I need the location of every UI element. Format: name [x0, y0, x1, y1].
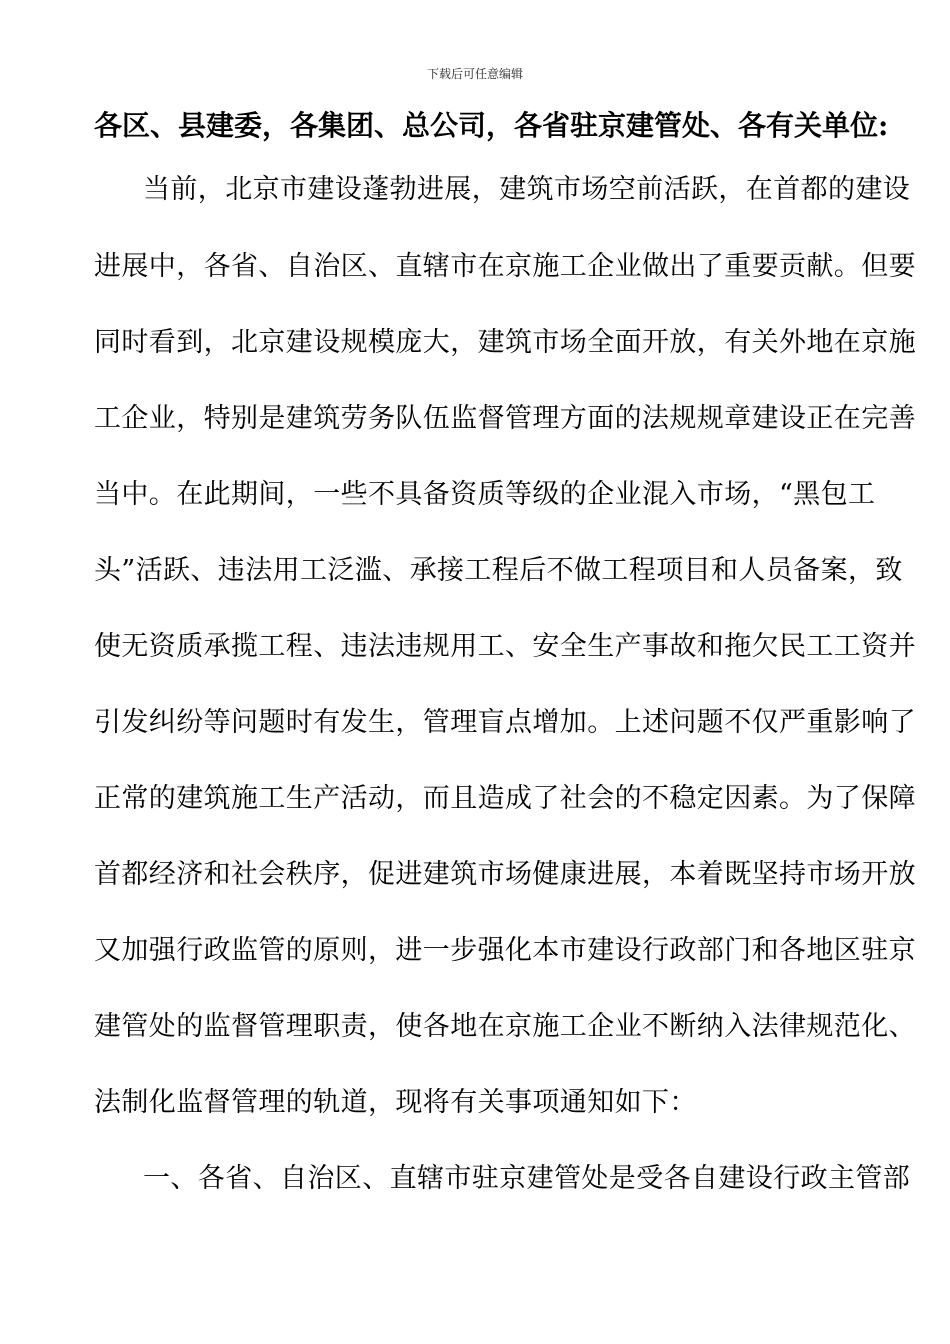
paragraph-line-1: 当前，北京市建设蓬勃进展，建筑市场空前活跃，在首都的建设: [143, 174, 911, 205]
paragraph-line-3: 同时看到，北京建设规模庞大，建筑市场全面开放，有关外地在京施: [94, 327, 916, 358]
paragraph-line-11: 又加强行政监管的原则，进一步强化本市建设行政部门和各地区驻京: [94, 935, 916, 966]
paragraph-line-5: 当中。在此期间，一些不具备资质等级的企业混入市场，“黑包工: [94, 479, 876, 510]
paragraph-line-2: 进展中，各省、自治区、直辖市在京施工企业做出了重要贡献。但要: [94, 251, 916, 282]
paragraph-line-8: 引发纠纷等问题时有发生，管理盲点增加。上述问题不仅严重影响了: [94, 707, 916, 738]
paragraph-line-14: 一、各省、自治区、直辖市驻京建管处是受各自建设行政主管部: [143, 1163, 911, 1194]
header-note: 下载后可任意编辑: [426, 67, 523, 81]
salutation: 各区、县建委，各集团、总公司，各省驻京建管处、各有关单位:: [94, 109, 889, 142]
paragraph-line-7: 使无资质承揽工程、违法违规用工、安全生产事故和拖欠民工工资并: [94, 631, 916, 662]
paragraph-line-9: 正常的建筑施工生产活动，而且造成了社会的不稳定因素。为了保障: [94, 783, 916, 814]
paragraph-line-13: 法制化监督管理的轨道，现将有关事项通知如下：: [94, 1087, 697, 1118]
paragraph-line-10: 首都经济和社会秩序，促进建筑市场健康进展，本着既坚持市场开放: [94, 859, 916, 890]
paragraph-line-12: 建管处的监督管理职责，使各地在京施工企业不断纳入法律规范化、: [94, 1011, 916, 1042]
paragraph-line-6: 头”活跃、违法用工泛滥、承接工程后不做工程项目和人员备案，致: [94, 555, 903, 586]
paragraph-line-4: 工企业，特别是建筑劳务队伍监督管理方面的法规规章建设正在完善: [94, 403, 916, 434]
